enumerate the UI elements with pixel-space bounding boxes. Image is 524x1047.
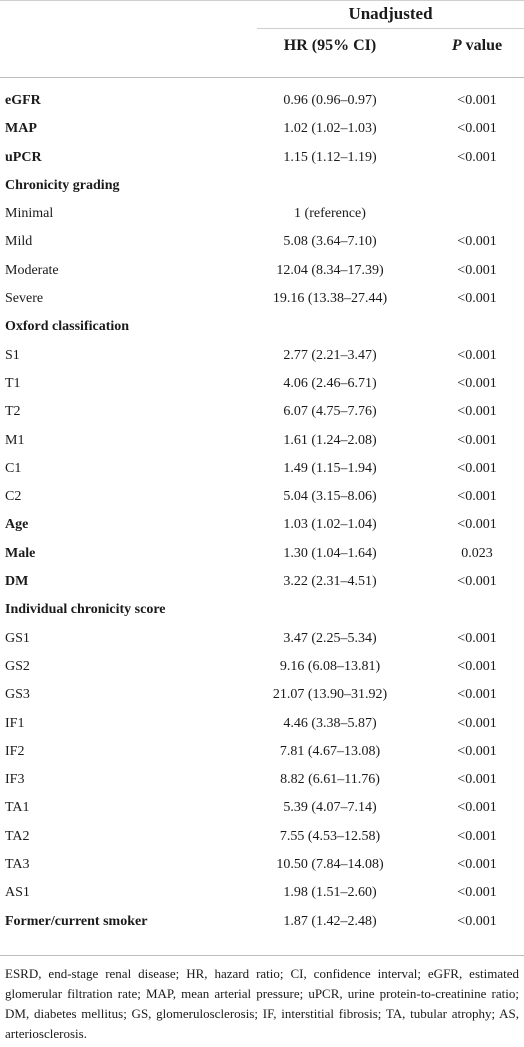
hr-value: 1.98 (1.51–2.60) [283,885,377,901]
table-row [0,484,524,512]
hr-value: 9.16 (6.08–13.81) [279,658,381,674]
p-value: <0.001 [457,772,497,788]
row-label: DM [5,574,29,590]
hr-value: 1.49 (1.15–1.94) [283,460,377,476]
p-value: <0.001 [457,262,497,278]
table-row [0,795,524,823]
row-label: MAP [5,121,37,137]
header-group-row [0,0,524,29]
p-value: <0.001 [457,885,497,901]
p-value: <0.001 [457,121,497,137]
hr-value: 12.04 (8.34–17.39) [276,262,384,278]
table-row [0,88,524,116]
table-row [0,739,524,767]
table-footnote: ESRD, end-stage renal disease; HR, hazard ratio; CI, confidence interval; eGFR, estimated glomerular filtration rate; MAP, mean arterial pressure; uPCR, urine protein-to-creatinine ratio; DM, diabetes mellitus; GS, glomerulosclerosis; IF, interstitial fibrosis; TA, tubular atrophy; AS, arteriosclerosis. [5,966,519,1041]
table-row [0,201,524,229]
hr-value: 8.82 (6.61–11.76) [280,772,380,788]
p-value: <0.001 [457,828,497,844]
header-rule [0,77,524,78]
hr-value: 1.87 (1.42–2.48) [283,913,377,929]
bottom-rule [0,955,524,956]
table-row [0,880,524,908]
hr-value: 1 (reference) [294,206,366,222]
hr-value: 7.55 (4.53–12.58) [279,828,381,844]
table-row [0,597,524,625]
table-row [0,767,524,795]
p-value: <0.001 [457,489,497,505]
p-italic: P [451,37,462,54]
row-label: GS3 [5,687,30,703]
row-label: uPCR [5,149,42,165]
table-row [0,343,524,371]
hr-value: 1.61 (1.24–2.08) [283,432,377,448]
table-row [0,286,524,314]
hr-value: 4.06 (2.46–6.71) [283,375,377,391]
hr-value: 0.96 (0.96–0.97) [283,93,377,108]
p-value-rest: value [461,37,503,54]
table-row [0,229,524,257]
row-label: Former/current smoker [5,913,148,929]
p-value: <0.001 [457,715,497,731]
row-label: Severe [5,291,44,307]
p-value: <0.001 [457,93,497,108]
p-value: <0.001 [457,149,497,165]
table-row [0,569,524,597]
p-value: <0.001 [457,687,497,703]
hr-value: 5.39 (4.07–7.14) [283,800,377,816]
table-row [0,428,524,456]
row-label: Chronicity grading [5,177,120,193]
table-row [0,145,524,173]
row-label: IF3 [5,772,25,788]
p-value: <0.001 [457,460,497,476]
row-label: C1 [5,460,22,476]
hr-column-header: HR (95% CI) [283,37,377,54]
row-label: eGFR [5,93,41,108]
p-value: <0.001 [457,913,497,929]
table-row [0,626,524,654]
row-label: IF2 [5,743,25,759]
table-row [0,512,524,540]
table-row [0,541,524,569]
row-label: T1 [5,375,21,391]
p-value: <0.001 [457,517,497,533]
hr-value: 5.08 (3.64–7.10) [283,234,377,250]
table-row [0,314,524,342]
row-label: Oxford classification [5,319,130,335]
row-label: GS2 [5,658,30,674]
hr-value: 3.22 (2.31–4.51) [283,574,377,590]
table-row [0,909,524,937]
p-value: 0.023 [461,545,493,561]
table-body [0,88,524,937]
p-value: <0.001 [457,432,497,448]
p-value: <0.001 [457,291,497,307]
table-row [0,824,524,852]
table-row [0,654,524,682]
hr-value: 3.47 (2.25–5.34) [283,630,377,646]
p-value-column-header [430,37,524,55]
row-label: Moderate [5,262,59,278]
p-value: <0.001 [457,234,497,250]
hr-value: 1.15 (1.12–1.19) [283,149,377,165]
unadjusted-header: Unadjusted [348,4,433,23]
p-value: <0.001 [457,630,497,646]
hr-value: 7.81 (4.67–13.08) [279,743,381,759]
hr-value: 4.46 (3.38–5.87) [283,715,377,731]
row-label: Minimal [5,206,54,222]
row-label: T2 [5,404,21,420]
p-value: <0.001 [457,800,497,816]
row-label: TA2 [5,828,30,844]
row-label: TA1 [5,800,30,816]
row-label: AS1 [5,885,30,901]
hr-value: 19.16 (13.38–27.44) [272,291,388,307]
row-label: S1 [5,347,20,363]
table-row [0,173,524,201]
hr-value: 1.03 (1.02–1.04) [283,517,377,533]
row-label: IF1 [5,715,25,731]
row-label: TA3 [5,857,30,873]
row-label: Age [5,517,29,533]
hr-value: 1.02 (1.02–1.03) [283,121,377,137]
table-row [0,456,524,484]
row-label: C2 [5,489,22,505]
table-row [0,852,524,880]
hr-value: 6.07 (4.75–7.76) [283,404,377,420]
p-value: <0.001 [457,404,497,420]
row-label: Individual chronicity score [5,602,166,618]
row-label: Mild [5,234,33,250]
hr-value: 5.04 (3.15–8.06) [283,489,377,505]
header-columns-row [0,29,524,75]
table-row [0,682,524,710]
p-value: <0.001 [457,375,497,391]
row-label: M1 [5,432,25,448]
p-value: <0.001 [457,347,497,363]
table-row [0,116,524,144]
row-label: Male [5,545,36,561]
row-label: GS1 [5,630,30,646]
hr-value: 10.50 (7.84–14.08) [276,857,384,873]
table-row [0,399,524,427]
p-value: <0.001 [457,857,497,873]
table-row [0,258,524,286]
hr-value: 2.77 (2.21–3.47) [283,347,377,363]
p-value: <0.001 [457,574,497,590]
p-value: <0.001 [457,743,497,759]
hr-value: 1.30 (1.04–1.64) [283,545,377,561]
hr-value: 21.07 (13.90–31.92) [272,687,388,703]
table-row [0,371,524,399]
table-row [0,711,524,739]
p-value: <0.001 [457,658,497,674]
